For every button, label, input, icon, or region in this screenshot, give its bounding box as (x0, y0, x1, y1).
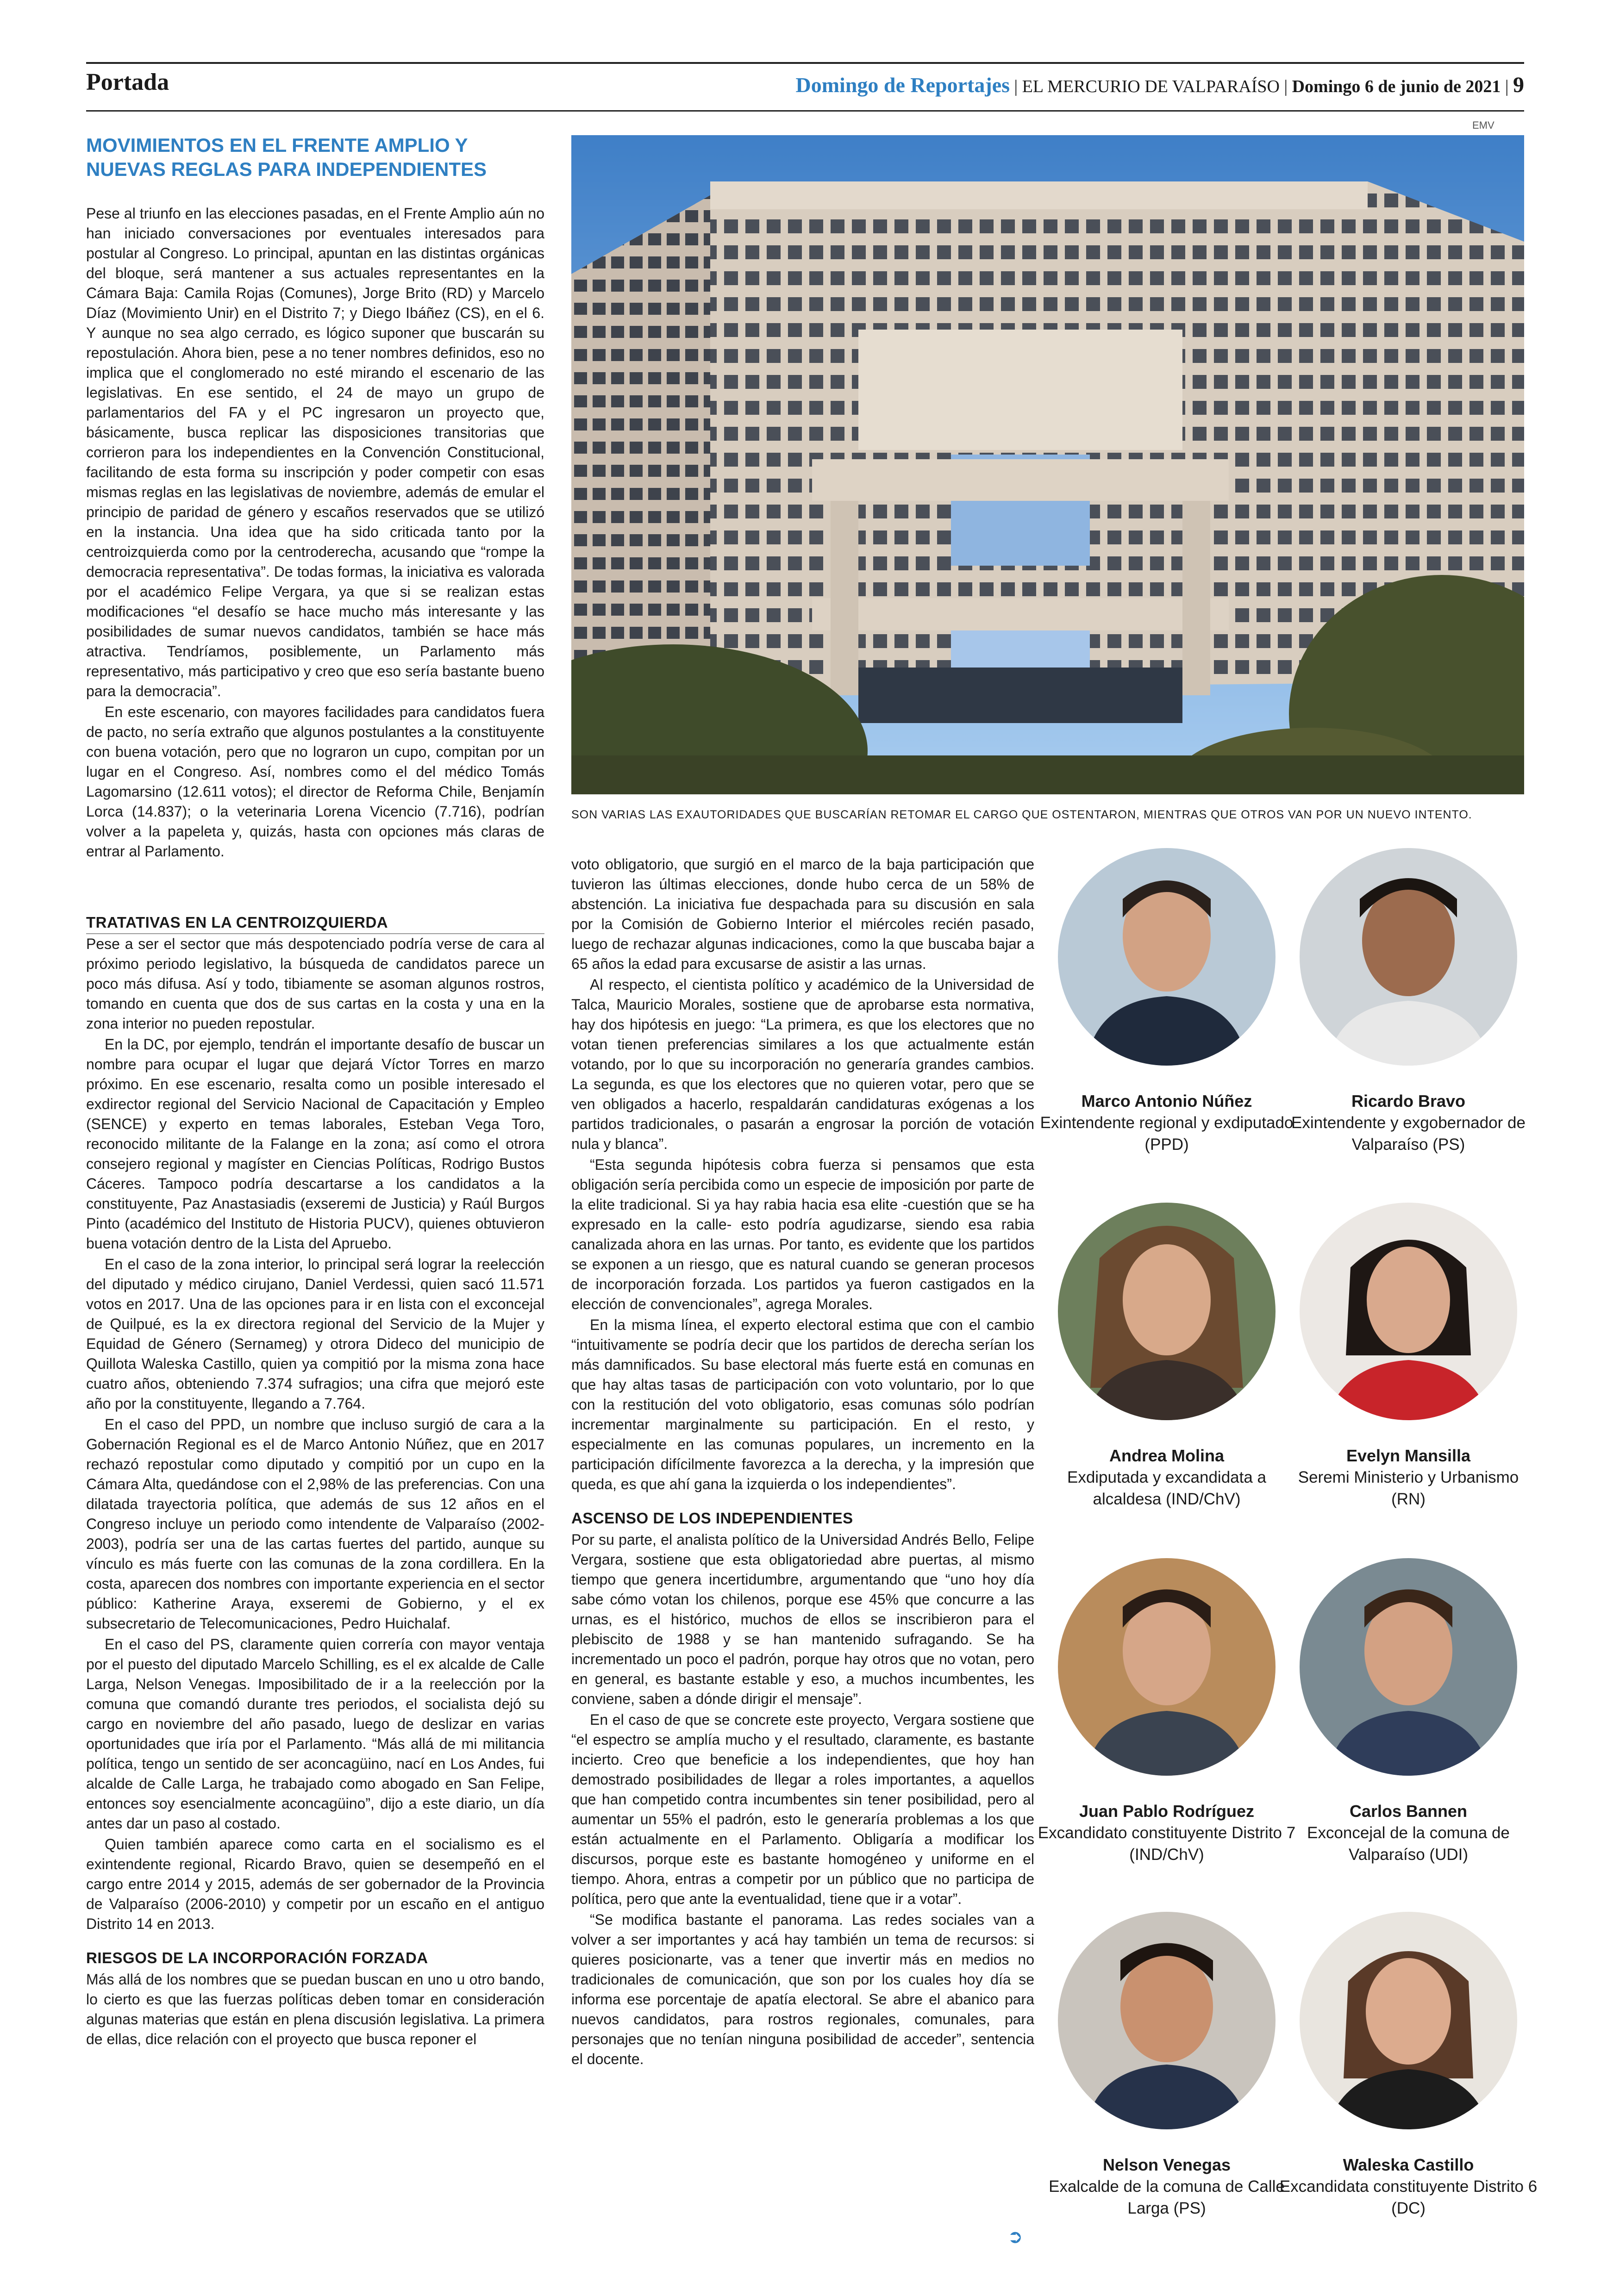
article-column-2 (571, 855, 1034, 2070)
person-name: Marco Antonio Núñez (1081, 1092, 1252, 1111)
paragraph: En el caso de que se concrete este proyecto, Vergara sostiene que “el espectro se amplía mucho y el resultado, claramente, es bastante incierto. Creo que beneficie a los independientes, que hoy han demostrado posibilidades de llegar a roles importantes, a aquellos que han competido contra incumbentes sin tener posibilidad, pero al aumentar un 55% el padrón, esto le generaría problemas a los que están actualmente en el Parlamento. Obligaría a modificar los discursos, porque este es bastante homogéneo y uniforme en el tiempo. Ahora, entras a competir por un público que no participa de política, pero que ante la eventualidad, tiene que ir a votar”. (571, 1711, 1034, 1907)
paragraph: En este escenario, con mayores facilidades para candidatos fuera de pacto, no sería extraño que algunos postulantes a la constituyente con buena votación, pero que no lograron un cupo, compitan por un lugar en el Congreso. Así, nombres como el del médico Tomás Lagomarsino (12.611 votos); el director de Reforma Chile, Benjamín Lorca (14.837); o la veterinaria Lorena Vicencio (7.716), podrían volver a la papeleta y, quizás, hasta con opciones más claras de entrar al Parlamento. (86, 704, 544, 860)
person-name: Juan Pablo Rodríguez (1079, 1802, 1255, 1821)
section-title: Portada (86, 69, 169, 95)
arrow-right-icon: ➲ (1007, 2226, 1023, 2247)
person-name: Andrea Molina (1109, 1446, 1225, 1465)
person-role: Exintendente regional y exdiputado (PPD) (1040, 1114, 1294, 1154)
paragraph: voto obligatorio, que surgió en el marco de la baja participación que tuvieron las últimas elecciones, donde hubo cerca de un 58% de abstención. La iniciativa fue despachada para su discusión en sala por la Comisión de Gobierno Interior el miércoles recién pasado, luego de rechazar algunas indicaciones, como la que buscaba bajar a 65 años la edad para excusarse de asistir a las urnas. (571, 856, 1034, 972)
person-card (1279, 848, 1538, 1155)
portrait-photo (1058, 1912, 1276, 2129)
paragraph: Por su parte, el analista político de la Universidad Andrés Bello, Felipe Vergara, sostiene que esta obligatoriedad abre puertas, al mismo tiempo que genera incertidumbre, argumentando que “uno hoy día sabe cómo votan los chilenos, porque ese 45% que concurre a las urnas, es el histórico, muchos de ellos se inscribieron para el plebiscito de 1988 y se han mantenido sufragando. Se ha incrementado un poco el padrón, porque hay otros que no votan, pero en general, es bastante estable y eso, a muchos incumbentes, les conviene, saben a dónde dirigir el mensaje”. (571, 1531, 1034, 1707)
paragraph: En el caso de la zona interior, lo principal será lograr la reelección del diputado y médico cirujano, Daniel Verdessi, quien sacó 11.571 votos en 2017. Una de las opciones para ir en lista con el exconcejal de Quilpué, es la ex directora regional del Servicio de la Mujer y Equidad de Género (Sernameg) y otrora Dideco del municipio de Quillota Waleska Castillo, quien ya compitió por la misma zona hace cuatro años, obteniendo 7.374 sufragios; una cifra que mejoró este año por la constituyente, llegando a 7.764. (86, 1256, 544, 1412)
portrait-photo (1300, 1912, 1517, 2129)
person-card (1037, 1558, 1296, 1866)
article-headline: MOVIMIENTOS EN EL FRENTE AMPLIO Y NUEVAS REGLAS PARA INDEPENDIENTES (86, 134, 487, 180)
person-card (1279, 1203, 1538, 1510)
person-name: Ricardo Bravo (1351, 1092, 1466, 1111)
paragraph: Al respecto, el cientista político y académico de la Universidad de Talca, Mauricio Morales, sostiene que de aprobarse esta normativa, hay dos hipótesis en juego: “La primera, es que los electores que no votan tienen preferencias similares a los que actualmente están votando, por lo que su incorporación no generaría grandes cambios. La segunda, es que los electores que no quieren votar, pero que se ven obligados a hacerlo, respaldarán candidaturas exógenas a los partidos tradicionales, o pasarán a engrosar la porción de votación nula y blanca”. (571, 976, 1034, 1152)
subheading: TRATATIVAS EN LA CENTROIZQUIERDA (86, 914, 388, 931)
page-header (86, 62, 1524, 112)
subheading: RIESGOS DE LA INCORPORACIÓN FORZADA (86, 1949, 428, 1966)
paragraph: Más allá de los nombres que se puedan buscan en uno u otro bando, lo cierto es que las fuerzas políticas deben tomar en consideración algunas materias que están en plena discusión legislativa. La primera de ellas, dice relación con el proyecto que busca reponer el (86, 1971, 544, 2047)
paragraph: Pese al triunfo en las elecciones pasadas, en el Frente Amplio aún no han iniciado conversaciones por eventuales interesados para postular al Congreso. Lo principal, apuntan en las distintas orgánicas del bloque, será mantener a sus actuales representantes en la Cámara Baja: Camila Rojas (Comunes), Jorge Brito (RD) y Marcelo Díaz (Movimiento Unir) en el Distrito 7; y Diego Ibáñez (CS), en el 6. Y aunque no sea algo cerrado, es lógico suponer que buscarán su repostulación. Ahora bien, pese a no tener nombres definidos, eso no implica que el conglomerado no esté mirando el escenario de las legislativas. En ese sentido, el 24 de mayo un grupo de parlamentarios del FA y el PC ingresaron un proyecto que, básicamente, busca replicar las disposiciones transitorias que corrieron para los independientes en la Convención Constitucional, facilitando de esta forma su inscripción y poder competir con esas mismas reglas en las legislativas de noviembre, además de emular el principio de paridad de género y escaños reservados que se utilizó en la instancia. Una idea que ha sido criticada tanto por la centroizquierda como por la centroderecha, acusando que “rompe la democracia representativa”. De todas formas, la iniciativa es valorada por el académico Felipe Vergara, ya que si se realizan estas modificaciones “el desafío se hace mucho más interesante y las posibilidades de sumar nuevos candidatos, también se hace más atractiva. Tendríamos, posiblemente, un Parlamento más representativo, más participativo y creo que eso sería bastante bueno para la democracia”. (86, 205, 544, 699)
photo-caption: SON VARIAS LAS EXAUTORIDADES QUE BUSCARÍAN RETOMAR EL CARGO QUE OSTENTARON, MIENTRAS QUE OTROS VAN POR UN NUEVO INTENTO. (571, 808, 1472, 821)
page-number: 9 (1513, 73, 1524, 97)
person-role: Exalcalde de la comuna de Calle Larga (PS) (1049, 2177, 1285, 2217)
person-card (1037, 1912, 1296, 2219)
paragraph: Quien también aparece como carta en el socialismo es el exintendente regional, Ricardo Bravo, quien se desempeñó en el cargo entre 2014 y 2015, además de ser gobernador de la Provincia de Valparaíso (2006-2010) y competir por un escaño en el antiguo Distrito 14 en 2013. (86, 1836, 544, 1932)
portrait-photo (1300, 848, 1517, 1066)
masthead: Domingo de Reportajes | EL MERCURIO DE VALPARAÍSO | Domingo 6 de junio de 2021 | 9 (795, 73, 1524, 97)
paragraph: En el caso del PS, claramente quien correría con mayor ventaja por el puesto del diputado Marcelo Schilling, es el ex alcalde de Calle Larga, Nelson Venegas. Imposibilitado de ir a la reelección por la comuna que comandó durante tres periodos, el socialista dejó su cargo en noviembre del año pasado, luego de deslizar en varias oportunidades que iría por el Parlamento. “Más allá de mi militancia política, tengo un sentido de ser aconcagüino, nací en Los Andes, fui alcalde de Calle Larga, he trabajado como abogado en San Felipe, entonces soy esencialmente aconcagüino”, dijo a este diario, un día antes dar un paso al costado. (86, 1636, 544, 1832)
article-column-1 (86, 204, 544, 2050)
person-name: Carlos Bannen (1349, 1802, 1468, 1821)
person-role: Exdiputada y excandidata a alcaldesa (IND/ChV) (1067, 1468, 1267, 1508)
section-divider (86, 933, 544, 934)
person-card (1279, 1558, 1538, 1866)
portrait-photo (1058, 1203, 1276, 1420)
portrait-photo (1300, 1558, 1517, 1776)
person-role: Excandidato constituyente Distrito 7 (IND/ChV) (1038, 1824, 1296, 1864)
subheading: ASCENSO DE LOS INDEPENDIENTES (571, 1510, 853, 1527)
paragraph: “Se modifica bastante el panorama. Las redes sociales van a volver a ser importantes y acá hay también un tema de recursos: si quieres posicionarte, vas a tener que invertir más en medios no tradicionales de comunicación, que son por los cuales hoy día se informa ese porcentaje de apatía electoral. Se abre el abanico para nuevos candidatos, para rostros regionales, comunales, para personajes que no tenían ninguna posibilidad de acceder”, sentencia el docente. (571, 1911, 1034, 2067)
person-name: Nelson Venegas (1102, 2155, 1231, 2174)
portrait-photo (1300, 1203, 1517, 1420)
paragraph: En el caso del PPD, un nombre que incluso surgió de cara a la Gobernación Regional es el de Marco Antonio Núñez, que en 2017 rechazó repostular como diputado y compitió por un cupo en la Cámara Alta, quedándose con el 2,98% de las preferencias. Con una dilatada trayectoria política, que además de sus 12 años en el Congreso incluye un periodo como intendente de Valparaíso (2002-2003), podría ser una de las cartas fuertes del partido, aunque su vínculo es más fuerte con las comunas de la zona cordillera. En la costa, aparecen dos nombres con importante experiencia en el sector público: Katherine Araya, exseremi de Gobierno, y el ex subsecretario de Telecomunicaciones, Pedro Huichalaf. (86, 1416, 544, 1632)
person-card (1279, 1912, 1538, 2219)
person-name: Waleska Castillo (1343, 2155, 1474, 2174)
congress-building-photo (571, 135, 1524, 794)
supplement-name: Domingo de Reportajes (795, 73, 1010, 97)
portrait-photo (1058, 848, 1276, 1066)
person-name: Evelyn Mansilla (1346, 1446, 1471, 1465)
paragraph: “Esta segunda hipótesis cobra fuerza si pensamos que esta obligación sería percibida como un especie de imposición por parte de la elite tradicional. Si ya hay rabia hacia esa elite -cuestión que se ha expresado en la calle- esto podría agudizarse, siendo esa rabia canalizada ahora en las urnas. Por tanto, es evidente que los partidos se exponen a un riesgo, que es natural cuando se generan procesos de incorporación forzada. Los partidos ya fueron castigados en la elección de convencionales”, agrega Morales. (571, 1156, 1034, 1312)
person-role: Excandidata constituyente Distrito 6 (DC) (1279, 2177, 1538, 2217)
paragraph: En la misma línea, el experto electoral estima que con el cambio “intuitivamente se podría decir que los partidos de derecha serían los más damnificados. Su base electoral más fuerte está en comunas en que hay altas tasas de participación con voto voluntario, por lo que con la restitución del voto obligatorio, esas comunas sólo podrían incrementar marginalmente su participación. En el resto, y especialmente en las comunas populares, un incremento en la participación difícilmente favorezca a la derecha, y la impresión que queda, es que ahí gana la izquierda o los independientes”. (571, 1316, 1034, 1492)
person-role: Exconcejal de la comuna de Valparaíso (UDI) (1307, 1824, 1510, 1864)
newspaper-name: EL MERCURIO DE VALPARAÍSO (1022, 77, 1280, 96)
paragraph: Pese a ser el sector que más despotenciado podría verse de cara al próximo periodo legislativo, la búsqueda de candidatos parece un poco más difusa. Así y todo, tibiamente se asoman algunos rostros, tomando en cuenta que dos de sus cartas en la costa y una en la zona interior no pueden repostular. (86, 936, 544, 1032)
person-card (1037, 848, 1296, 1155)
person-card (1037, 1203, 1296, 1510)
person-role: Exintendente y exgobernador de Valparaíso (PS) (1291, 1114, 1526, 1154)
paragraph: En la DC, por ejemplo, tendrán el importante desafío de buscar un nombre para ocupar el lugar que dejará Víctor Torres en marzo próximo. En ese escenario, resalta como un posible interesado el exdirector regional del Servicio Nacional de Capacitación y Empleo (SENCE) y experto en temas laborales, Esteban Vega Toro, reconocido militante de la Falange en la zona; así como el otrora consejero regional y magíster en Ciencias Políticas, Rodrigo Bustos Cáceres. Tampoco podría descartarse a los candidatos a la constituyente, Paz Anastasiadis (exseremi de Justicia) y Raúl Burgos Pinto (académico del Instituto de Historia PUCV), quienes obtuvieron buena votación dentro de la Lista del Apruebo. (86, 1036, 544, 1252)
photo-credit: EMV (1472, 119, 1494, 131)
portrait-photo (1058, 1558, 1276, 1776)
issue-date: Domingo 6 de junio de 2021 (1292, 77, 1501, 96)
person-role: Seremi Ministerio y Urbanismo (RN) (1298, 1468, 1519, 1508)
